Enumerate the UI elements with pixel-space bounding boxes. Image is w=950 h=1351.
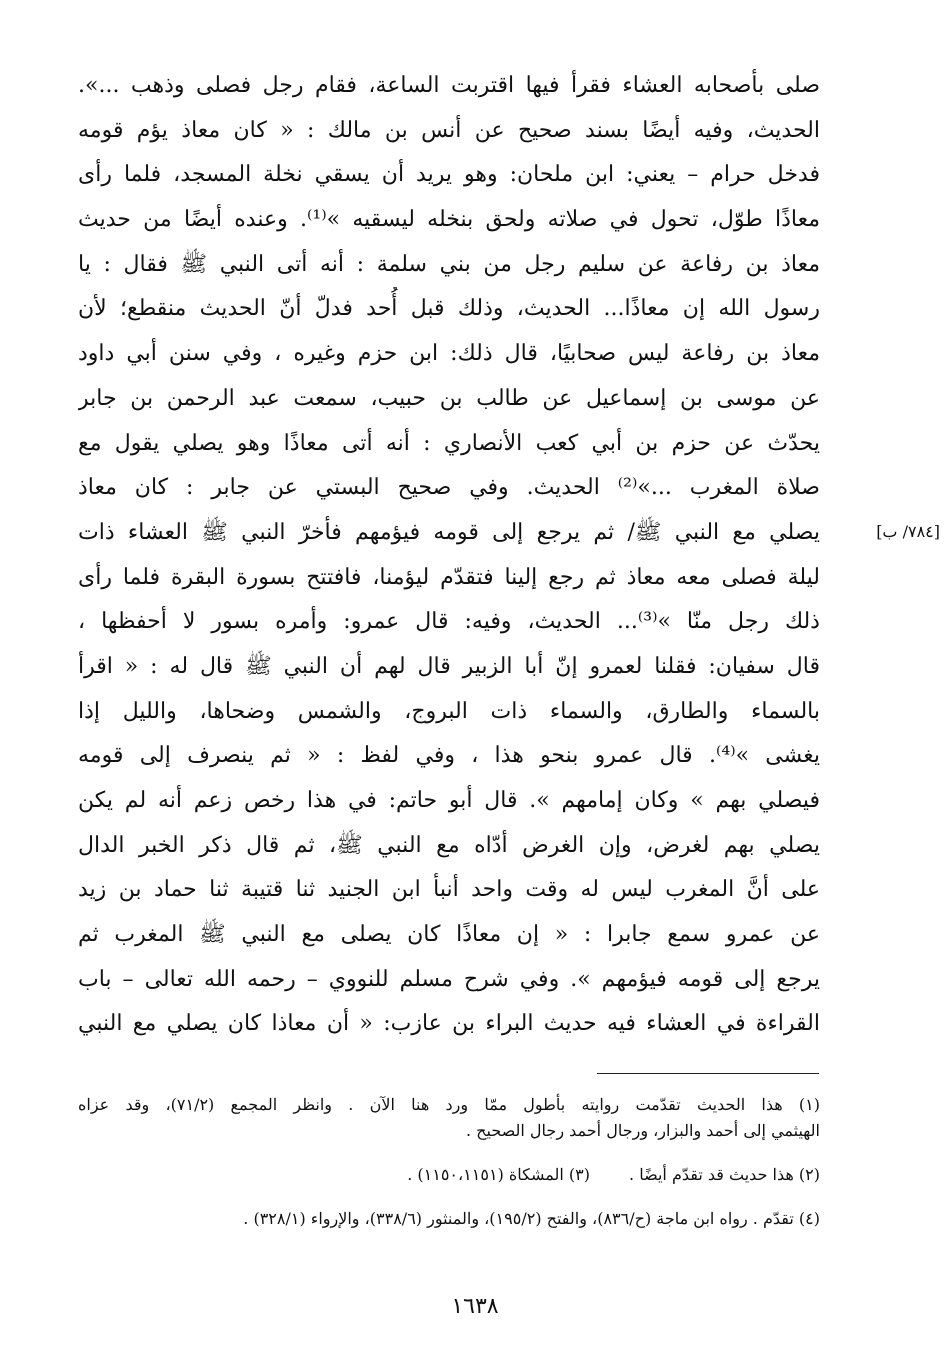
footnote-3: (٣) المشكاة (١١٥٠،١١٥١) . <box>407 1165 590 1184</box>
text-line-5: معاذ بن رفاعة عن سليم رجل من بني سلمة : أنه أتى النبي ﷺ فقال : يا <box>78 251 820 277</box>
text-line-3: فدخل حرام – يعني: ابن ملحان: وهو يريد أن يسقي نخلة المسجد، فلما رأى <box>78 162 820 188</box>
footnote-4: (٤) تقدّم . رواه ابن ماجة (ح/٨٣٦)، والفتح (١٩٥/٢)، والمنثور (٣٣٨/٦)، والإرواء (٣٢٨/١) . <box>243 1209 820 1228</box>
text-line-18: يصلي بهم لغرض، وإن الغرض أدّاه مع النبي ﷺ، ثم قال ذكر الخبر الدال <box>78 832 820 858</box>
text-line-7: معاذ بن رفاعة ليس صحابيًا، قال ذلك: ابن حزم وغيره ، وفي سنن أبي داود <box>78 341 820 367</box>
text-line-10: صلاة المغرب ...»⁽²⁾ الحديث. وفي صحيح البستي عن جابر : كان معاذ <box>78 475 820 501</box>
text-line-9: يحدّث عن حزم بن أبي كعب الأنصاري : أنه أتى معاذًا وهو يصلي يقول مع <box>78 430 820 456</box>
footnote-separator <box>597 1073 819 1074</box>
manuscript-folio-marker: [٧٨٤/ ب] <box>876 522 940 541</box>
footnote-2: (٢) هذا حديث قد تقدّم أيضًا . <box>629 1165 820 1184</box>
text-line-20: عن عمرو سمع جابرا : « إن معاذًا كان يصلى مع النبي ﷺ المغرب ثم <box>78 922 820 948</box>
text-line-15: بالسماء والطارق، والسماء ذات البروج، والشمس وضحاها، والليل إذا <box>78 698 820 724</box>
text-line-11: يصلي مع النبي ﷺ/ ثم يرجع إلى قومه فيؤمهم فأخرّ النبي ﷺ العشاء ذات <box>78 519 820 545</box>
text-line-14: قال سفيان: فقلنا لعمرو إنّ أبا الزبير قال لهم أن النبي ﷺ قال له : « اقرأ <box>78 653 820 679</box>
text-line-2: الحديث، وفيه أيضًا بسند صحيح عن أنس بن مالك : « كان معاذ يؤم قومه <box>78 117 820 143</box>
text-line-6: رسول الله إن معاذًا... الحديث، وذلك قبل أُحد فدلّ أنّ الحديث منقطع؛ لأن <box>78 296 820 322</box>
text-line-12: ليلة فصلى معه معاذ ثم رجع إلينا فتقدّم ليؤمنا، فافتتح بسورة البقرة فلما رأى <box>78 564 820 590</box>
page-number: ١٦٣٨ <box>451 1294 499 1319</box>
text-line-19: على أنَّ المغرب ليس له وقت واحد أنبأ ابن الجنيد ثنا قتيبة ثنا حماد بن زيد <box>78 877 820 903</box>
text-line-16: يغشى »⁽⁴⁾. قال عمرو بنحو هذا ، وفي لفظ : « ثم ينصرف إلى قومه <box>78 743 820 769</box>
footnote-pair-2-3 <box>78 1162 820 1188</box>
text-line-17: فيصلي بهم » وكان إمامهم ». قال أبو حاتم: في هذا رخص زعم أنه لم يكن <box>78 788 820 813</box>
text-line-13: ذلك رجل منّا »⁽³⁾... الحديث، وفيه: قال عمرو: وأمره بسور لا أحفظها ، <box>78 609 820 635</box>
text-line-8: عن موسى بن إسماعيل عن طالب بن حبيب، سمعت عبد الرحمن بن جابر <box>78 385 820 411</box>
text-line-4: معاذًا طوّل، تحول في صلاته ولحق بنخله ليسقيه »⁽¹⁾. وعنده أيضًا من حديث <box>78 207 820 233</box>
footnote-1-line-2: الهيثمي إلى أحمد والبزار، ورجال أحمد رجال الصحيح . <box>465 1121 820 1140</box>
main-text-block <box>78 64 820 1047</box>
text-line-22: القراءة في العشاء فيه حديث البراء بن عازب: « أن معاذا كان يصلي مع النبي <box>78 1011 820 1037</box>
footnotes-block <box>78 1092 820 1232</box>
text-line-21: يرجع إلى قومه فيؤمهم ». وفي شرح مسلم للنووي – رحمه الله تعالى – باب <box>78 966 820 992</box>
footnote-1-line-1: (١) هذا الحديث تقدّمت روايته بأطول ممّا ورد هنا الآن . وانظر المجمع (٧١/٢)، وقد عزاه <box>78 1095 820 1114</box>
text-line-1: صلى بأصحابه العشاء فقرأ فيها اقتربت الساعة، فقام رجل فصلى وذهب ...». <box>78 73 820 98</box>
